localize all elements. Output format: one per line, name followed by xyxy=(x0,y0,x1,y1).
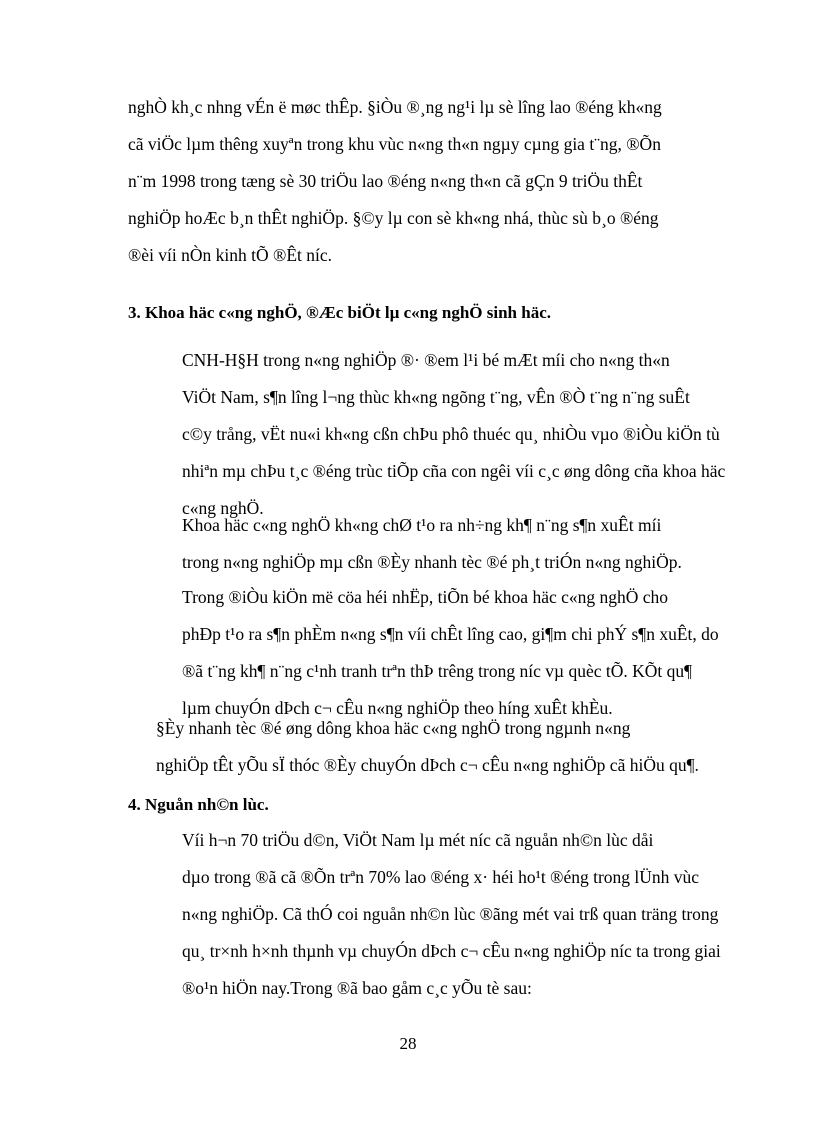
text-line: c«ng nghÖ. xyxy=(182,498,264,518)
text-line: trong n«ng nghiÖp mµ cßn ®Èy nhanh tèc ®é ph¸t triÓn n«ng nghiÖp. xyxy=(182,552,682,572)
text-line: n«ng nghiÖp. Cã thÓ coi nguån nh©n lùc ®ãng mét vai trß quan träng trong xyxy=(182,904,719,924)
text-line: Khoa häc c«ng nghÖ kh«ng chØ t¹o ra nh÷ng kh¶ n¨ng s¶n xuÊt míi xyxy=(182,515,662,535)
text-line: §Èy nhanh tèc ®é øng dông khoa häc c«ng nghÖ trong ngµnh n«ng xyxy=(156,718,631,738)
paragraph-unemployment xyxy=(128,89,730,274)
text-line: nghiÖp hoÆc b¸n thÊt nghiÖp. §©y lµ con sè kh«ng nhá, thùc sù b¸o ®éng xyxy=(128,208,659,228)
text-line: ®ã t¨ng kh¶ n¨ng c¹nh tranh trªn thÞ trêng trong níc vµ quèc tÕ. KÕt qu¶ xyxy=(182,661,693,681)
text-line: Víi h¬n 70 triÖu d©n, ViÖt Nam lµ mét níc cã nguån nh©n lùc dåi xyxy=(182,830,654,850)
text-line: phÐp t¹o ra s¶n phÈm n«ng s¶n víi chÊt lîng cao, gi¶m chi phÝ s¶n xuÊt, do xyxy=(182,624,719,644)
text-line: c©y trång, vËt nu«i kh«ng cßn chÞu phô thuéc qu¸ nhiÒu vµo ®iÒu kiÖn tù xyxy=(182,424,720,444)
text-line: ViÖt Nam, s¶n lîng l¬ng thùc kh«ng ngõng t¨ng, vÊn ®Ò t¨ng n¨ng suÊt xyxy=(182,387,690,407)
text-line: lµm chuyÓn dÞch c¬ cÊu n«ng nghiÖp theo híng xuÊt khÈu. xyxy=(182,698,613,718)
text-line: nghÒ kh¸c nhng vÉn ë møc thÊp. §iÒu ®¸ng ng¹i lµ sè lîng lao ®éng kh«ng xyxy=(128,97,662,117)
paragraph-accelerate xyxy=(128,710,730,784)
text-line: nghiÖp tÊt yÕu sÏ thóc ®Èy chuyÓn dÞch c¬ cÊu n«ng nghiÖp cã hiÖu qu¶. xyxy=(156,755,699,775)
paragraph-integration xyxy=(128,579,730,727)
text-line: dµo trong ®ã cã ®Õn trªn 70% lao ®éng x· héi ho¹t ®éng trong lÜnh vùc xyxy=(182,867,700,887)
section-heading-3: 3. Khoa häc c«ng nghÖ, ®Æc biÖt lµ c«ng nghÖ sinh häc. xyxy=(128,303,552,322)
text-line: n¨m 1998 trong tæng sè 30 triÖu lao ®éng n«ng th«n cã gÇn 9 triÖu thÊt xyxy=(128,171,643,191)
section-heading-4: 4. Nguån nh©n lùc. xyxy=(128,795,269,814)
paragraph-human-resources xyxy=(128,822,730,1007)
text-line: ®o¹n hiÖn nay.Trong ®ã bao gåm c¸c yÕu tè sau: xyxy=(182,978,532,998)
text-line: qu¸ tr×nh h×nh thµnh vµ chuyÓn dÞch c¬ cÊu n«ng nghiÖp níc ta trong giai xyxy=(182,941,721,961)
paragraph-science-tech xyxy=(128,507,730,581)
text-line: ®èi víi nÒn kinh tÕ ®Êt níc. xyxy=(128,245,333,265)
text-line: Trong ®iÒu kiÖn më cöa héi nhËp, tiÕn bé khoa häc c«ng nghÖ cho xyxy=(182,587,669,607)
text-line: CNH-H§H trong n«ng nghiÖp ®· ®em l¹i bé mÆt míi cho n«ng th«n xyxy=(182,350,670,370)
paragraph-cnh-hdh xyxy=(128,342,730,527)
text-line: cã viÖc lµm thêng xuyªn trong khu vùc n«ng th«n ngµy cµng gia t¨ng, ®Õn xyxy=(128,134,661,154)
text-line: nhiªn mµ chÞu t¸c ®éng trùc tiÕp cña con ngêi víi c¸c øng dông cña khoa häc xyxy=(182,461,726,481)
page-number: 28 xyxy=(399,1034,417,1053)
